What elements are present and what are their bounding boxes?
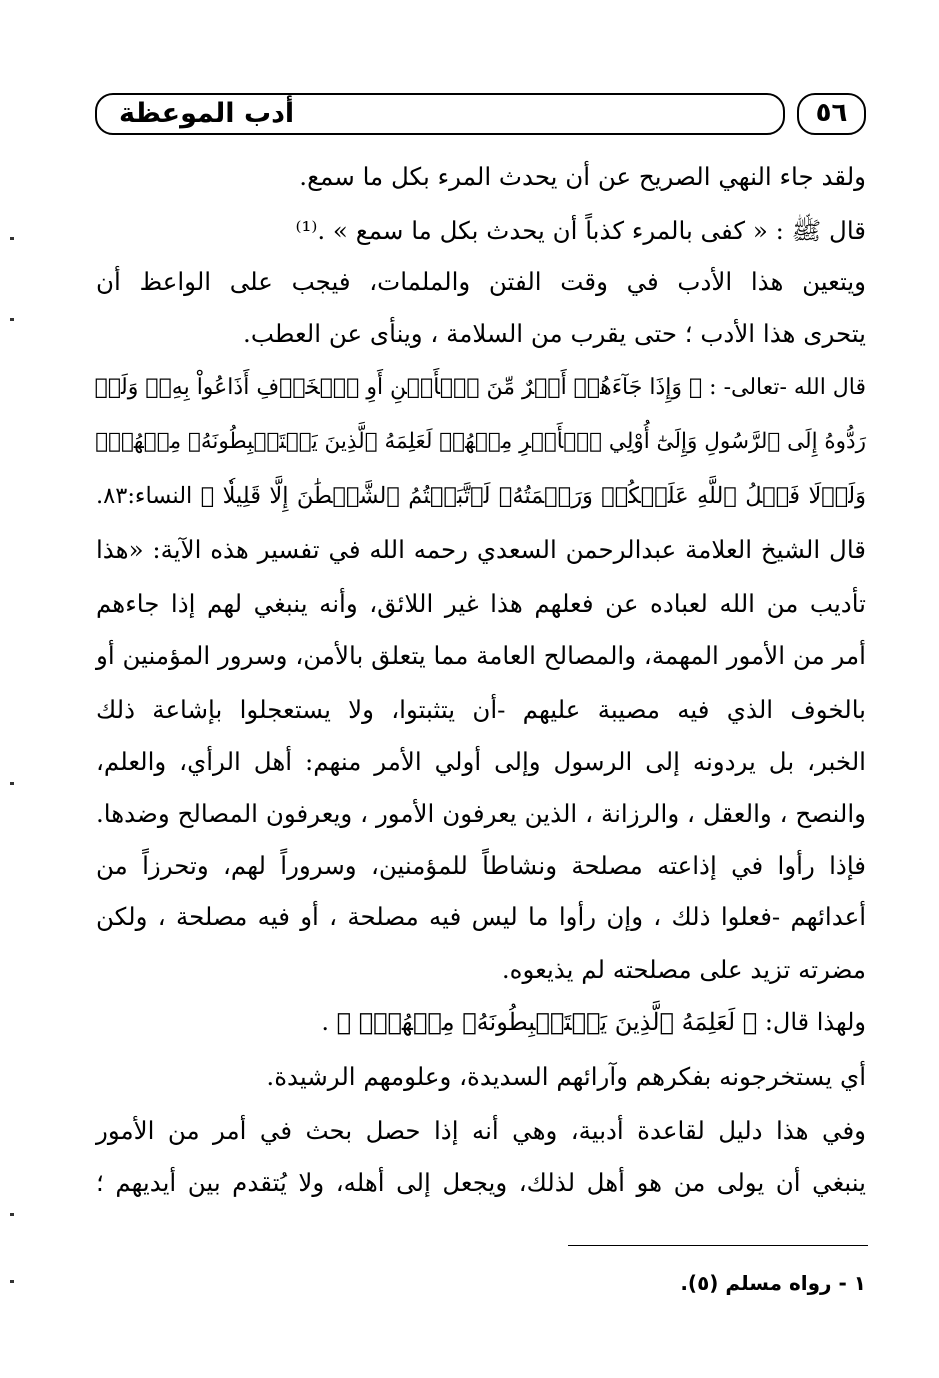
- verse-line: قال الله -تعالى- : ﴿ وَإِذَا جَآءَهُمۡ أَمۡرٌ مِّنَ ٱلۡأَمۡنِ أَوِ ٱلۡخَوۡفِ أَذَاعُواْ بِهِۦۖ وَلَوۡ: [94, 375, 866, 400]
- text-line: يتحرى هذا الأدب ؛ حتى يقرب من السلامة ، وينأى عن العطب.: [243, 319, 866, 348]
- text-line: ويتعين هذا الأدب في وقت الفتن والملمات، فيجب على الواعظ أن: [96, 267, 866, 296]
- text-line: والنصح ، والعقل ، والرزانة ، الذين يعرفون الأمور ، ويعرفون المصالح وضدها.: [96, 799, 866, 828]
- verse-line: وَلَوۡلَا فَضۡلُ ٱللَّهِ عَلَيۡكُمۡ وَرَحۡمَتُهُۥ لَٱتَّبَعۡتُمُ ٱلشَّيۡطَٰنَ إِلَّا قَلِيلٗا ﴾ النساء:٨٣.: [96, 483, 866, 509]
- text-line: وفي هذا دليل لقاعدة أدبية، وهي أنه إذا حصل بحث في أمر من الأمور: [96, 1116, 866, 1145]
- scan-mark: [10, 782, 14, 785]
- text-line: فإذا رأوا في إذاعته مصلحة ونشاطاً للمؤمنين، وسروراً لهم، وتحرزاً من: [96, 851, 866, 880]
- scan-mark: [10, 237, 14, 240]
- verse-line: رَدُّوهُ إِلَى ٱلرَّسُولِ وَإِلَىٰٓ أُوْلِي ٱلۡأَمۡرِ مِنۡهُمۡ لَعَلِمَهُ ٱلَّذِينَ يَسۡتَنۢبِطُونَهُۥ مِنۡهُمۡۗ: [95, 429, 866, 454]
- text-line: قال ﷺ : « كفى بالمرء كذباً أن يحدث بكل ما سمع » .⁽¹⁾: [295, 216, 866, 245]
- text-line: تأديب من الله لعباده عن فعلهم هذا غير اللائق، وأنه ينبغي لهم إذا جاءهم: [96, 589, 866, 618]
- scan-mark: [10, 1213, 14, 1216]
- text-line: ولقد جاء النهي الصريح عن أن يحدث المرء بكل ما سمع.: [299, 162, 866, 191]
- verse-line: ولهذا قال: ﴿ لَعَلِمَهُ ٱلَّذِينَ يَسۡتَنۢبِطُونَهُۥ مِنۡهُمۡۗ ﴾ .: [321, 1008, 866, 1036]
- text-line: قال الشيخ العلامة عبدالرحمن السعدي رحمه الله في تفسير هذه الآية: «هذا: [96, 535, 866, 564]
- text-line: مضرته تزيد على مصلحته لم يذيعوه.: [501, 955, 866, 984]
- text-line: أعدائهم -فعلوا ذلك ، وإن رأوا ما ليس فيه مصلحة ، أو فيه مصلحة ، ولكن: [96, 902, 866, 931]
- scan-mark: [10, 318, 14, 321]
- text-line: أي يستخرجونه بفكرهم وآرائهم السديدة، وعلومهم الرشيدة.: [266, 1062, 866, 1091]
- page-number: ٥٦: [815, 98, 848, 128]
- running-title-box: [95, 93, 785, 135]
- text-line: ينبغي أن يولى من هو أهل لذلك، ويجعل إلى أهله، ولا يُتقدم بين أيديهم ؛: [96, 1168, 866, 1197]
- page-number-box: [797, 93, 866, 135]
- text-line: بالخوف الذي فيه مصيبة عليهم -أن يتثبتوا، ولا يستعجلوا بإشاعة ذلك: [96, 695, 866, 724]
- scan-mark: [10, 1280, 14, 1283]
- text-line: أمر من الأمور المهمة، والمصالح العامة مما يتعلق بالأمن، وسرور المؤمنين أو: [96, 641, 866, 670]
- running-title: أدب الموعظة: [119, 98, 295, 129]
- footnote-separator: [568, 1245, 868, 1246]
- footnote: ١ - رواه مسلم (٥).: [680, 1271, 866, 1295]
- text-line: الخبر، بل يردونه إلى الرسول وإلى أولي الأمر منهم: أهل الرأي، والعلم،: [96, 747, 866, 776]
